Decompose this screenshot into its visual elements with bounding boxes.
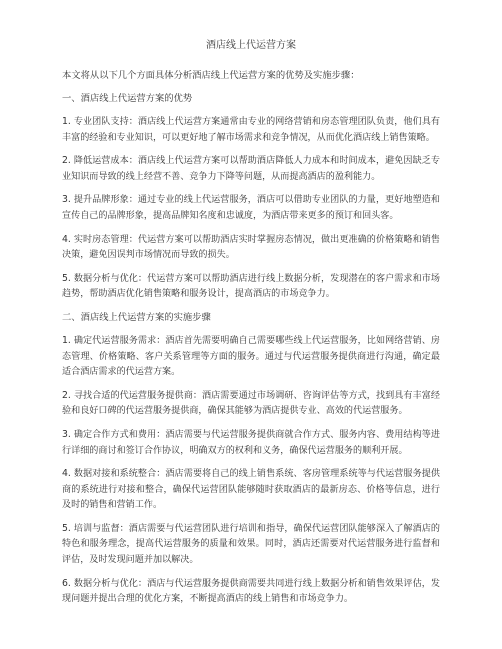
- item-number: 4.: [62, 233, 71, 245]
- section-advantages: [62, 91, 440, 303]
- item-text: 数据分析与优化：酒店与代运营服务提供商需要共同进行线上数据分析和销售效果评估，发现问题并提出合理的优化方案，不断提高酒店的线上销售和市场竞争力。: [62, 578, 440, 605]
- list-item: [62, 521, 440, 569]
- item-text: 实时房态管理：代运营方案可以帮助酒店实时掌握房态情况，做出更准确的价格策略和销售决策，避免因误判市场情况而导致的损失。: [62, 234, 440, 261]
- item-number: 4.: [62, 468, 71, 480]
- list-item: [62, 271, 440, 303]
- section-heading: 二、酒店线上代运营方案的实施步骤: [62, 311, 211, 323]
- list-item: [62, 114, 440, 146]
- list-item: [62, 153, 440, 185]
- item-text: 数据对接和系统整合：酒店需要将自己的线上销售系统、客房管理系统等与代运营服务提供商的系统进行对接和整合，确保代运营团队能够随时获取酒店的最新房态、价格等信息，进行及时的销售和营销工作。: [62, 469, 440, 511]
- document-title: 酒店线上代运营方案: [206, 40, 296, 51]
- list-item: [62, 576, 440, 608]
- item-number: 5.: [62, 522, 71, 534]
- item-text: 培训与监督：酒店需要与代运营团队进行培训和指导，确保代运营团队能够深入了解酒店的特色和服务理念，提高代运营服务的质量和效果。同时，酒店还需要对代运营服务进行监督和评估，及时发现问题并加以解决。: [62, 523, 440, 566]
- item-number: 5.: [62, 272, 71, 284]
- list-item: [62, 388, 440, 420]
- intro-paragraph: 本文将从以下几个方面具体分析酒店线上代运营方案的优势及实施步骤：: [62, 70, 360, 81]
- item-text: 专业团队支持：酒店线上代运营方案通常由专业的网络营销和房态管理团队负责，他们具有丰富的经验和专业知识，可以更好地了解市场需求和竞争情况，从而优化酒店线上销售策略。: [62, 117, 440, 143]
- item-number: 3.: [62, 194, 71, 206]
- item-text: 确定合作方式和费用：酒店需要与代运营服务提供商就合作方式、服务内容、费用结构等进行详细的商讨和签订合作协议，明确双方的权利和义务，确保代运营服务的顺利开展。: [62, 429, 440, 456]
- list-item: [62, 333, 440, 381]
- list-item: [62, 192, 440, 224]
- item-text: 确定代运营服务需求：酒店首先需要明确自己需要哪些线上代运营服务，比如网络营销、房态管理、价格策略、客户关系管理等方面的服务。通过与代运营服务提供商进行沟通，确定最适合酒店需求的代运营方案。: [62, 335, 440, 378]
- list-item: [62, 466, 440, 514]
- item-text: 降低运营成本：酒店线上代运营方案可以帮助酒店降低人力成本和时间成本，避免因缺乏专业知识而导致的线上经营不善、竞争力下降等问题，从而提高酒店的盈利能力。: [62, 156, 440, 182]
- item-number: 1.: [62, 334, 71, 346]
- item-number: 2.: [62, 155, 71, 167]
- item-text: 寻找合适的代运营服务提供商：酒店需要通过市场调研、咨询评估等方式，找到具有丰富经验和良好口碑的代运营服务提供商，确保其能够为酒店提供专业、高效的代运营服务。: [62, 390, 440, 417]
- item-number: 1.: [62, 116, 71, 127]
- item-text: 提升品牌形象：通过专业的线上代运营服务，酒店可以借助专业团队的力量，更好地塑造和宣传自己的品牌形象，提高品牌知名度和忠诚度，为酒店带来更多的预订和回头客。: [62, 195, 440, 221]
- list-item: [62, 232, 440, 264]
- section-heading: 一、酒店线上代运营方案的优势: [62, 93, 193, 104]
- item-text: 数据分析与优化：代运营方案可以帮助酒店进行线上数据分析，发现潜在的客户需求和市场趋势，帮助酒店优化销售策略和服务设计，提高酒店的市场竞争力。: [62, 273, 440, 300]
- list-item: [62, 427, 440, 459]
- item-number: 2.: [62, 389, 71, 401]
- section-steps: [62, 310, 440, 608]
- item-number: 6.: [62, 577, 71, 589]
- item-number: 3.: [62, 428, 71, 440]
